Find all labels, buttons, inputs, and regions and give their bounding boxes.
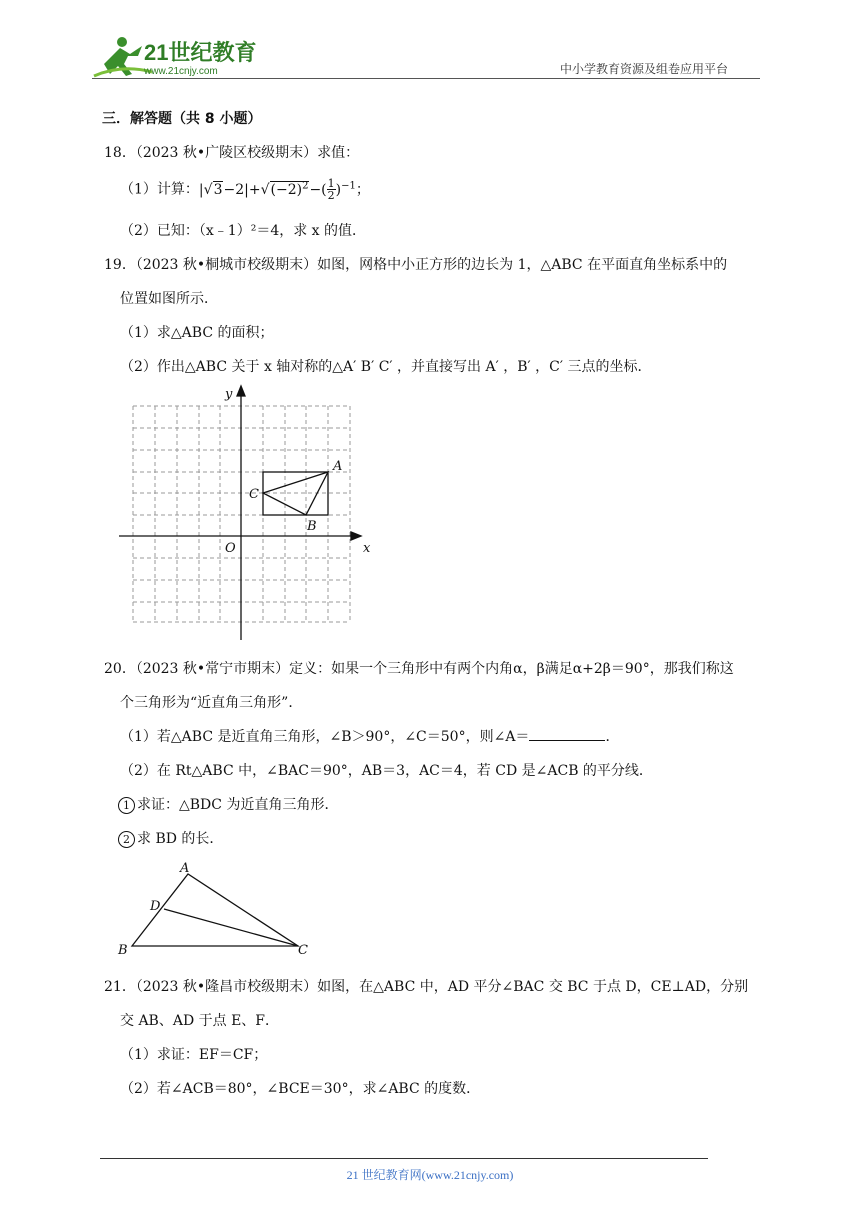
header-platform-text: 中小学教育资源及组卷应用平台: [560, 62, 729, 76]
q19-part1: （1）求△ABC 的面积；: [120, 325, 274, 341]
q20-subpart2: [118, 828, 223, 848]
q18-part1-prefix: （1）计算：: [120, 181, 199, 198]
logo-text: 21世纪教育: [144, 40, 257, 65]
section-title: 三．解答题（共 8 小题）: [102, 111, 262, 127]
footer-link[interactable]: 21 世纪教育网(www.21cnjy.com): [346, 1168, 514, 1182]
q19-part2: （2）作出△ABC 关于 x 轴对称的△A′ B′ C′ ，并直接写出 A′ ，B′ ，C′ 三点的坐标．: [120, 359, 652, 375]
point-d-label: D: [150, 899, 161, 914]
q20-stem-line1: 20．（2023 秋•常宁市期末）定义：如果一个三角形中有两个内角α，β满足α+2β＝90°，那我们称这: [104, 661, 734, 677]
y-axis-arrow: [237, 386, 245, 396]
answer-blank: [529, 728, 605, 741]
header-divider: [92, 78, 760, 79]
q18-part1: [120, 178, 370, 201]
q20-subpart2-text: 求 BD 的长．: [137, 831, 224, 847]
vertex-c-label: C: [298, 943, 308, 958]
q21-part1: （1）求证：EF＝CF；: [120, 1047, 268, 1063]
x-axis-arrow: [351, 532, 361, 540]
bisector-cd: [164, 909, 298, 946]
q20-part1-end: ．: [605, 729, 620, 745]
vertex-a-label: A: [180, 861, 190, 876]
q19-stem-line1: 19．（2023 秋•桐城市校级期末）如图，网格中小正方形的边长为 1，△ABC 在平面直角坐标系中的: [104, 257, 728, 273]
q19-coordinate-grid-figure: [115, 382, 375, 644]
circled-number-one: 1: [118, 797, 135, 814]
q21-stem-line2: 交 AB、AD 于点 E、F．: [120, 1013, 280, 1029]
q21-stem-line1: 21．（2023 秋•隆昌市校级期末）如图，在△ABC 中，AD 平分∠BAC 交 BC 于点 D，CE⊥AD，分别: [104, 979, 749, 995]
point-c-label: C: [249, 487, 259, 502]
q20-stem-line2: 个三角形为“近直角三角形”．: [120, 695, 303, 711]
vertex-b-label: B: [118, 943, 128, 958]
q18-part2: （2）已知：（x﹣1）²＝4，求 x 的值．: [120, 223, 367, 239]
logo-url: www.21cnjy.com: [144, 66, 218, 77]
point-b-label: B: [307, 519, 317, 534]
q20-subpart1-text: 求证：△BDC 为近直角三角形．: [137, 797, 339, 813]
q21-part2: （2）若∠ACB＝80°，∠BCE＝30°，求∠ABC 的度数．: [120, 1081, 481, 1097]
q20-part1: [120, 726, 619, 746]
origin-label: O: [225, 541, 236, 556]
y-axis-label: y: [225, 387, 233, 402]
q20-triangle-figure: [112, 858, 317, 958]
q20-part1-text: （1）若△ABC 是近直角三角形，∠B＞90°，∠C＝50°，则∠A＝: [120, 729, 530, 745]
circled-number-two: 2: [118, 831, 135, 848]
point-a-label: A: [333, 459, 343, 474]
q18-part1-expression: $|√3-2|+√(-2)^2-$( $\frac{1}{2}$ )$^{-1}$；: [198, 177, 370, 202]
q20-subpart1: [118, 794, 338, 814]
footer-divider: [100, 1158, 708, 1159]
q18-stem: 18．（2023 秋•广陵区校级期末）求值：: [104, 145, 360, 161]
q20-part2: （2）在 Rt△ABC 中，∠BAC＝90°，AB＝3，AC＝4，若 CD 是∠ACB 的平分线．: [120, 763, 653, 779]
x-axis-label: x: [363, 541, 371, 556]
site-logo: [92, 34, 262, 80]
q19-stem-line2: 位置如图所示．: [120, 291, 218, 307]
